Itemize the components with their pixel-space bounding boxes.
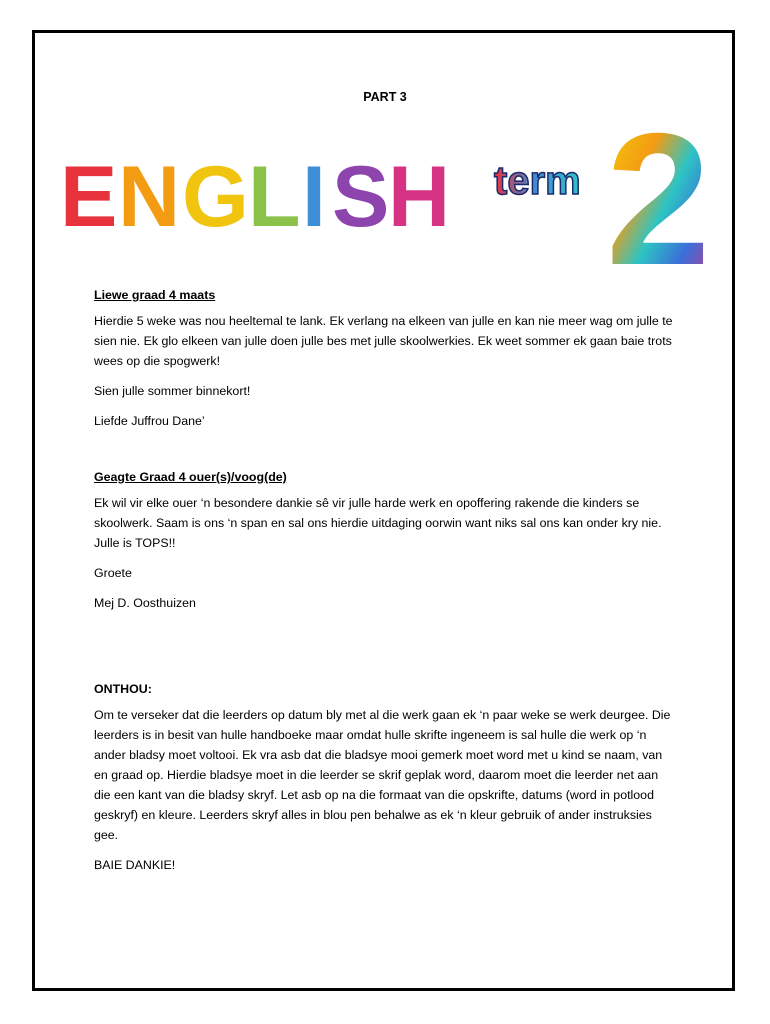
- logo-letter: H: [388, 149, 451, 245]
- logo-letter: G: [182, 149, 249, 245]
- section1-heading: Liewe graad 4 maats: [94, 288, 216, 302]
- logo-term-text: term: [494, 159, 581, 203]
- section1-line: Sien julle sommer binnekort!: [94, 384, 251, 398]
- letter-body: [94, 285, 674, 885]
- section2-paragraph: Ek wil vir elke ouer ‘n besondere dankie sê vir julle harde werk en opoffering rakende die kinders se skoolwerk. Saam is ons ‘n span en sal ons hierdie uitdaging oorwin want niks sal ons kan onder kry nie. Julle is TOPS!!: [94, 496, 662, 550]
- logo-letter: S: [332, 149, 390, 245]
- logo-number: 2: [606, 108, 711, 270]
- logo-letter: E: [60, 149, 118, 245]
- section2-greeting: Groete: [94, 566, 132, 580]
- section3-closing: BAIE DANKIE!: [94, 858, 176, 872]
- section1-paragraph: Hierdie 5 weke was nou heeltemal te lank. Ek verlang na elkeen van julle en kan nie meer wag om julle te sien nie. Ek glo elkeen van julle doen julle bes met julle skoolwerkies. Ek weet sommer ek gaan baie trots wees op die spogwerk!: [94, 314, 673, 368]
- logo-letter: I: [302, 149, 326, 245]
- part-label: PART 3: [363, 90, 407, 104]
- logo-letter: L: [248, 149, 301, 245]
- logo-letter: N: [118, 149, 181, 245]
- section2-name: Mej D. Oosthuizen: [94, 596, 196, 610]
- english-term-2-logo: [58, 108, 728, 270]
- section1-signoff: Liefde Juffrou Dane’: [94, 414, 205, 428]
- section2-heading: Geagte Graad 4 ouer(s)/voog(de): [94, 470, 287, 484]
- section3-heading: ONTHOU:: [94, 682, 152, 696]
- section3-paragraph: Om te verseker dat die leerders op datum bly met al die werk gaan ek ‘n paar weke se werk deurgee. Die leerders is in besit van hulle handboeke maar omdat hulle skrifte ingeneem is sal hulle die werk op ‘n ander bladsy moet voltooi. Ek vra asb dat die bladsye mooi gemerk moet word met u kind se naam, van en graad op. Hierdie bladsye moet in die leerder se skrif geplak word, daarom moet die leerder net aan die een kant van die bladsy skryf. Let asb op na die formaat van die opskrifte, datums (word in potlood geskryf) en kleure. Leerders skryf alles in blou pen behalwe as ek ‘n kleur gebruik of ander instruksies gee.: [94, 708, 671, 842]
